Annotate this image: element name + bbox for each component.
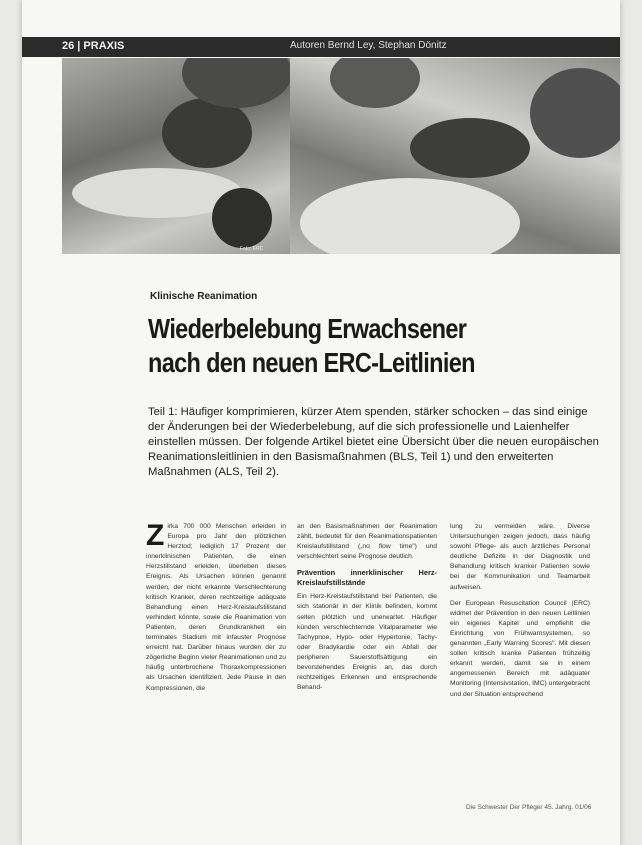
column-3-text-a: lung zu vermeiden wäre. Diverse Untersuchungen zeigen jedoch, dass häufig sowohl Pflege- als auch ärztliches Personal deutliche Defizite in der Diagnostik und Behandlung kritisch kranker Patienten sowie bei der Kommunikation und Teamarbeit aufweisen. — [450, 523, 590, 591]
authors-line: Autoren Bernd Ley, Stephan Dönitz — [290, 40, 447, 51]
page-header — [22, 37, 620, 57]
body-column-3 — [450, 522, 590, 700]
photo-credit: Foto: ERC — [240, 246, 264, 252]
column-2-text-a: an den Basismaßnahmen der Reanimation zählt, bedeutet für den Reanimationspatienten Kreislaufstillstand („no flow time") und verschlechtert seine Prognose deutlich. — [297, 523, 437, 561]
article-lead: Teil 1: Häufiger komprimieren, kürzer Atem spenden, stärker schocken – das sind einige der Änderungen bei der Wiederbelebung, auf die sich professionelle und Laienhelfer einstellen müssen. Der folgende Artikel bietet eine Übersicht über die neuen europäischen Reanimationsleitlinien in den Basismaßnahmen (BLS, Teil 1) und den erweiterten Maßnahmen (ALS, Teil 2). — [148, 406, 599, 478]
column-2-text-b: Ein Herz-Kreislaufstillstand bei Patienten, die sich stationär in der Klinik befinden, kommt selten plötzlich und unerwartet. Häufiger künden verschlechternde Vitalparameter wie Tachypnoe, Hypo- oder Hypertonie, Tachy- oder Bradykardie oder ein Abfall der peripheren Sauerstoffsättigung ein bevorstehendes Ereignis an, das durch rechtzeitiges Erkennen und entsprechende Behand- — [297, 593, 437, 692]
page-footer: Die Schwester Der Pfleger 45. Jahrg. 01/06 — [466, 804, 592, 811]
title-line-1: Wiederbelebung Erwachsener — [148, 313, 467, 344]
body-column-1 — [146, 519, 286, 694]
section-label: 26 | PRAXIS — [62, 40, 125, 52]
column-1-text: irka 700 000 Menschen erleiden in Europa pro Jahr den plötzlichen Herztod; lediglich 17 Prozent der innerklinischen Patienten, die einen Herzstillstand erleiden, überleben dieses Ereignis. Als Ursachen können genannt werden, der nicht erkannte Verschlechterung kritisch Kranker, deren rechtzeitige adäquate Behandlung einen Herz-Kreislaufstillstand verhindert könnte, sowie die Reanimation von Patienten, deren Grundkrankheit ein terminales Stadium mit infauster Prognose erreicht hat. Darüber hinaus wurden der zu zögerliche Beginn vieler Reanimationen und zu häufig unterbrochene Thoraxkompressionen als Ursachen identifiziert. Jede Pause in den Kompressionen, die — [146, 523, 286, 692]
photo-cpr-left — [62, 58, 290, 254]
column-2-subheading: Prävention innerklinischer Herz-Kreislaufstillstände — [297, 568, 437, 588]
body-column-2 — [297, 522, 437, 693]
magazine-page — [22, 0, 620, 845]
column-3-text-b: Der European Resuscitation Council (ERC) widmet der Prävention in den neuen Leitlinien ein eigenes Kapitel und empfiehlt die Einrichtung von Frühwarnsystemen, so genannten „Early Warning Scores". Mit diesen sollen kritisch kranke Patienten frühzeitig erkannt werden, damit sie in einem angemessenen Bereich mit adäquater Monitoring (Intensivstation, IMC) untergebracht und der Situation entsprechend — [450, 599, 590, 698]
drop-cap: Z — [146, 519, 165, 552]
article-title — [148, 312, 518, 380]
article-kicker: Klinische Reanimation — [150, 291, 258, 302]
title-line-2: nach den neuen ERC-Leitlinien — [148, 347, 475, 378]
photo-cpr-right — [290, 58, 620, 254]
